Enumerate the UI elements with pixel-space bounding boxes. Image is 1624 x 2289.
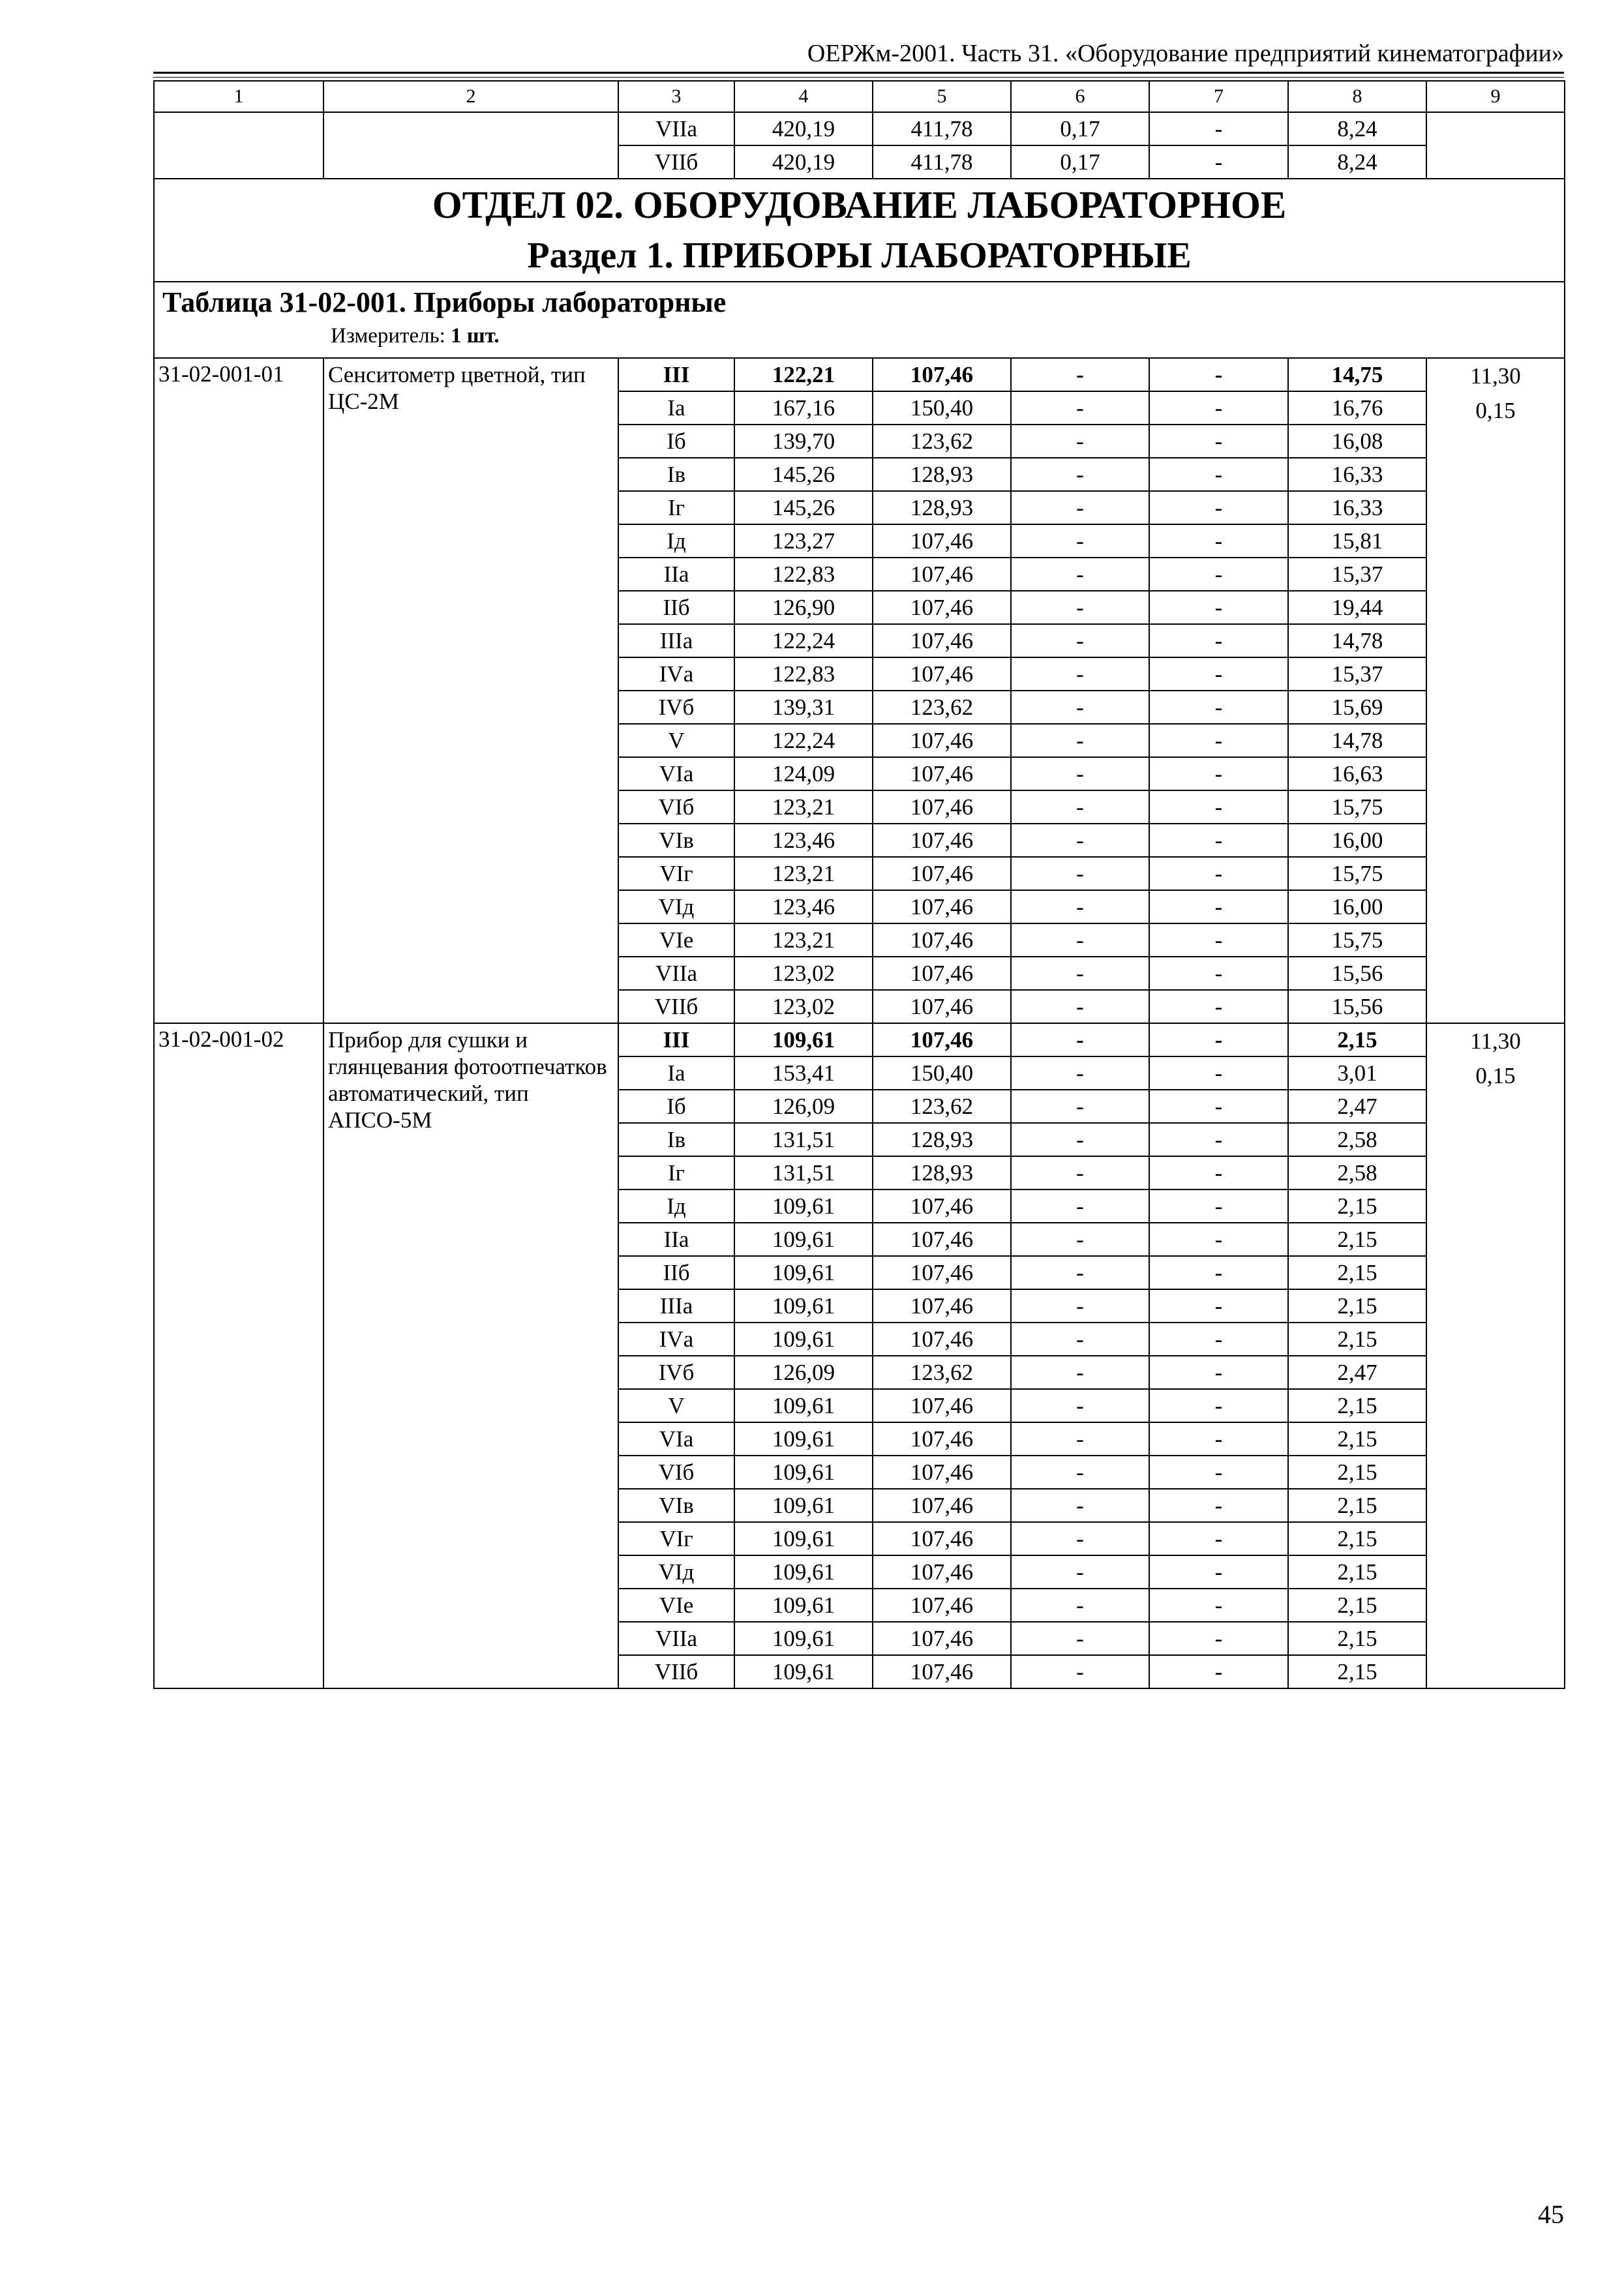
zone-cell: IVа: [618, 657, 734, 691]
col8-cell: 2,15: [1288, 1555, 1426, 1589]
col6-cell: -: [1011, 724, 1149, 757]
col7-cell: -: [1149, 1356, 1288, 1389]
column-number: 2: [323, 81, 618, 112]
col6-cell: -: [1011, 591, 1149, 624]
zone-cell: IVа: [618, 1323, 734, 1356]
zone-cell: III: [618, 1023, 734, 1056]
column-number: 7: [1149, 81, 1288, 112]
name-cell: [323, 112, 618, 179]
col7-cell: -: [1149, 1555, 1288, 1589]
zone-cell: Iд: [618, 524, 734, 558]
equipment-cost-cell: 107,46: [873, 1655, 1011, 1688]
zone-cell: IVб: [618, 1356, 734, 1389]
total-cost-cell: 109,61: [734, 1289, 873, 1323]
col7-cell: -: [1149, 1655, 1288, 1688]
total-cost-cell: 123,27: [734, 524, 873, 558]
total-cost-cell: 109,61: [734, 1389, 873, 1422]
col6-cell: -: [1011, 1223, 1149, 1256]
col9-value: 11,30: [1470, 363, 1521, 389]
col7-cell: -: [1149, 923, 1288, 957]
col8-cell: 2,15: [1288, 1289, 1426, 1323]
col6-cell: -: [1011, 425, 1149, 458]
col8-cell: 2,58: [1288, 1123, 1426, 1156]
equipment-cost-cell: 128,93: [873, 1156, 1011, 1189]
equipment-cost-cell: 128,93: [873, 1123, 1011, 1156]
col6-cell: -: [1011, 491, 1149, 524]
zone-cell: VIв: [618, 824, 734, 857]
col6-cell: -: [1011, 1456, 1149, 1489]
col7-cell: -: [1149, 1256, 1288, 1289]
total-cost-cell: 109,61: [734, 1456, 873, 1489]
col6-cell: -: [1011, 1323, 1149, 1356]
zone-cell: IIб: [618, 1256, 734, 1289]
total-cost-cell: 109,61: [734, 1555, 873, 1589]
zone-cell: Iб: [618, 1090, 734, 1123]
equipment-cost-cell: 107,46: [873, 358, 1011, 391]
zone-cell: VIг: [618, 1522, 734, 1555]
col7-cell: -: [1149, 957, 1288, 990]
total-cost-cell: 126,09: [734, 1090, 873, 1123]
zone-cell: Iг: [618, 491, 734, 524]
col7-cell: -: [1149, 1522, 1288, 1555]
department-title: ОТДЕЛ 02. ОБОРУДОВАНИЕ ЛАБОРАТОРНОЕ: [432, 183, 1287, 226]
col6-cell: -: [1011, 1389, 1149, 1422]
col6-cell: -: [1011, 824, 1149, 857]
zone-cell: VIIб: [618, 1655, 734, 1688]
col6-cell: -: [1011, 391, 1149, 425]
col7-cell: -: [1149, 1156, 1288, 1189]
total-cost-cell: 139,70: [734, 425, 873, 458]
column-number: 3: [618, 81, 734, 112]
col6-cell: -: [1011, 1090, 1149, 1123]
table-row: [154, 112, 1565, 145]
equipment-cost-cell: 123,62: [873, 1090, 1011, 1123]
col8-cell: 2,15: [1288, 1189, 1426, 1223]
code-cell: 31-02-001-02: [154, 1023, 323, 1688]
equipment-cost-cell: 107,46: [873, 957, 1011, 990]
col6-cell: -: [1011, 1023, 1149, 1056]
equipment-cost-cell: 150,40: [873, 391, 1011, 425]
zone-cell: Iв: [618, 1123, 734, 1156]
equipment-cost-cell: 107,46: [873, 524, 1011, 558]
col8-cell: 16,33: [1288, 458, 1426, 491]
zone-cell: VIг: [618, 857, 734, 890]
total-cost-cell: 153,41: [734, 1056, 873, 1090]
col7-cell: -: [1149, 1090, 1288, 1123]
col7-cell: -: [1149, 425, 1288, 458]
equipment-cost-cell: 107,46: [873, 1456, 1011, 1489]
price-table: [153, 80, 1565, 1689]
zone-cell: VIIб: [618, 990, 734, 1023]
department-heading: [154, 179, 1565, 282]
col8-cell: 15,81: [1288, 524, 1426, 558]
equipment-cost-cell: 107,46: [873, 657, 1011, 691]
zone-cell: Iг: [618, 1156, 734, 1189]
column-numbers-row: [154, 81, 1565, 112]
col7-cell: -: [1149, 1589, 1288, 1622]
col8-cell: 2,47: [1288, 1090, 1426, 1123]
col7-cell: -: [1149, 491, 1288, 524]
col8-cell: 2,15: [1288, 1522, 1426, 1555]
col7-cell: -: [1149, 757, 1288, 790]
zone-cell: VIIа: [618, 957, 734, 990]
col7-cell: -: [1149, 524, 1288, 558]
col8-cell: 2,15: [1288, 1655, 1426, 1688]
zone-cell: VIд: [618, 890, 734, 923]
total-cost-cell: 145,26: [734, 458, 873, 491]
zone-cell: VIIа: [618, 1622, 734, 1655]
equipment-cost-cell: 107,46: [873, 990, 1011, 1023]
unit-row: [162, 323, 1560, 349]
equipment-cost-cell: 123,62: [873, 425, 1011, 458]
table-caption-row: [154, 282, 1565, 358]
col6-cell: -: [1011, 358, 1149, 391]
col6-cell: -: [1011, 1156, 1149, 1189]
col6-cell: -: [1011, 1356, 1149, 1389]
col7-cell: -: [1149, 990, 1288, 1023]
equipment-cost-cell: 107,46: [873, 724, 1011, 757]
col9-value: 11,30: [1470, 1028, 1521, 1054]
equipment-cost-cell: 107,46: [873, 1422, 1011, 1456]
column-number: 6: [1011, 81, 1149, 112]
equipment-cost-cell: 128,93: [873, 491, 1011, 524]
col6-cell: -: [1011, 624, 1149, 657]
total-cost-cell: 123,02: [734, 990, 873, 1023]
zone-cell: VIIб: [618, 145, 734, 179]
equipment-cost-cell: 150,40: [873, 1056, 1011, 1090]
equipment-cost-cell: 107,46: [873, 1622, 1011, 1655]
col7-cell: -: [1149, 591, 1288, 624]
total-cost-cell: 109,61: [734, 1422, 873, 1456]
total-cost-cell: 123,46: [734, 890, 873, 923]
col8-cell: 14,78: [1288, 624, 1426, 657]
col8-cell: 2,15: [1288, 1422, 1426, 1456]
zone-cell: VIе: [618, 1589, 734, 1622]
total-cost-cell: 122,83: [734, 558, 873, 591]
total-cost-cell: 126,90: [734, 591, 873, 624]
total-cost-cell: 123,21: [734, 857, 873, 890]
col8-cell: 15,75: [1288, 857, 1426, 890]
name-cell: Сенситометр цветной, тип ЦС-2М: [323, 358, 618, 1023]
total-cost-cell: 109,61: [734, 1489, 873, 1522]
col6-cell: -: [1011, 657, 1149, 691]
col6-cell: -: [1011, 1489, 1149, 1522]
zone-cell: IIIа: [618, 624, 734, 657]
col8-cell: 2,15: [1288, 1323, 1426, 1356]
equipment-cost-cell: 107,46: [873, 1023, 1011, 1056]
total-cost-cell: 109,61: [734, 1223, 873, 1256]
col7-cell: -: [1149, 624, 1288, 657]
equipment-cost-cell: 107,46: [873, 757, 1011, 790]
col9-value: 0,15: [1475, 398, 1516, 423]
zone-cell: VIIа: [618, 112, 734, 145]
col6-cell: -: [1011, 1123, 1149, 1156]
equipment-cost-cell: 107,46: [873, 1189, 1011, 1223]
col8-cell: 2,15: [1288, 1256, 1426, 1289]
column-number: 9: [1426, 81, 1565, 112]
equipment-cost-cell: 107,46: [873, 1589, 1011, 1622]
zone-cell: IIIа: [618, 1289, 734, 1323]
zone-cell: VIа: [618, 757, 734, 790]
equipment-cost-cell: 107,46: [873, 923, 1011, 957]
equipment-cost-cell: 107,46: [873, 1489, 1011, 1522]
col9-cell: [1426, 112, 1565, 179]
col8-cell: 2,47: [1288, 1356, 1426, 1389]
equipment-cost-cell: 107,46: [873, 1522, 1011, 1555]
col6-cell: -: [1011, 1555, 1149, 1589]
col8-cell: 15,75: [1288, 790, 1426, 824]
col7-cell: -: [1149, 145, 1288, 179]
zone-cell: V: [618, 1389, 734, 1422]
col6-cell: 0,17: [1011, 145, 1149, 179]
col6-cell: -: [1011, 524, 1149, 558]
col6-cell: -: [1011, 1056, 1149, 1090]
col7-cell: -: [1149, 458, 1288, 491]
col8-cell: 14,78: [1288, 724, 1426, 757]
col6-cell: 0,17: [1011, 112, 1149, 145]
total-cost-cell: 109,61: [734, 1023, 873, 1056]
table-body: [154, 81, 1565, 1688]
total-cost-cell: 109,61: [734, 1323, 873, 1356]
page-number: 45: [1538, 2200, 1564, 2229]
zone-cell: VIд: [618, 1555, 734, 1589]
col9-value: 0,15: [1475, 1063, 1516, 1088]
total-cost-cell: 123,02: [734, 957, 873, 990]
col6-cell: -: [1011, 1522, 1149, 1555]
col7-cell: -: [1149, 1123, 1288, 1156]
col8-cell: 2,15: [1288, 1622, 1426, 1655]
col7-cell: -: [1149, 857, 1288, 890]
col6-cell: -: [1011, 691, 1149, 724]
name-cell: Прибор для сушки и глянцевания фотоотпечатков автоматический, тип АПСО-5М: [323, 1023, 618, 1688]
col8-cell: 14,75: [1288, 358, 1426, 391]
department-row: [154, 179, 1565, 282]
col6-cell: -: [1011, 890, 1149, 923]
equipment-cost-cell: 107,46: [873, 824, 1011, 857]
col8-cell: 15,37: [1288, 558, 1426, 591]
col8-cell: 15,56: [1288, 990, 1426, 1023]
total-cost-cell: 131,51: [734, 1156, 873, 1189]
col6-cell: -: [1011, 1589, 1149, 1622]
col7-cell: -: [1149, 558, 1288, 591]
total-cost-cell: 167,16: [734, 391, 873, 425]
equipment-cost-cell: 107,46: [873, 1289, 1011, 1323]
equipment-cost-cell: 107,46: [873, 591, 1011, 624]
zone-cell: VIа: [618, 1422, 734, 1456]
zone-cell: Iа: [618, 391, 734, 425]
col8-cell: 2,15: [1288, 1023, 1426, 1056]
zone-cell: IIб: [618, 591, 734, 624]
table-row: [154, 1023, 1565, 1056]
col6-cell: -: [1011, 857, 1149, 890]
col7-cell: -: [1149, 1323, 1288, 1356]
zone-cell: IIа: [618, 558, 734, 591]
zone-cell: V: [618, 724, 734, 757]
col7-cell: -: [1149, 391, 1288, 425]
col6-cell: -: [1011, 558, 1149, 591]
col7-cell: -: [1149, 1023, 1288, 1056]
total-cost-cell: 109,61: [734, 1189, 873, 1223]
total-cost-cell: 122,83: [734, 657, 873, 691]
code-cell: 31-02-001-01: [154, 358, 323, 1023]
col7-cell: -: [1149, 1389, 1288, 1422]
equipment-cost-cell: 107,46: [873, 790, 1011, 824]
zone-cell: VIб: [618, 1456, 734, 1489]
col7-cell: -: [1149, 358, 1288, 391]
zone-cell: Iв: [618, 458, 734, 491]
total-cost-cell: 131,51: [734, 1123, 873, 1156]
column-number: 4: [734, 81, 873, 112]
col6-cell: -: [1011, 990, 1149, 1023]
col6-cell: -: [1011, 1256, 1149, 1289]
col6-cell: -: [1011, 790, 1149, 824]
col8-cell: 19,44: [1288, 591, 1426, 624]
zone-cell: IVб: [618, 691, 734, 724]
col6-cell: -: [1011, 1422, 1149, 1456]
equipment-cost-cell: 107,46: [873, 558, 1011, 591]
col7-cell: -: [1149, 1289, 1288, 1323]
equipment-cost-cell: 128,93: [873, 458, 1011, 491]
table-caption-title: Таблица 31-02-001. Приборы лабораторные: [162, 286, 727, 318]
total-cost-cell: 109,61: [734, 1655, 873, 1688]
col7-cell: -: [1149, 691, 1288, 724]
column-number: 1: [154, 81, 323, 112]
total-cost-cell: 122,24: [734, 624, 873, 657]
col8-cell: 8,24: [1288, 112, 1426, 145]
total-cost-cell: 420,19: [734, 112, 873, 145]
col7-cell: -: [1149, 112, 1288, 145]
unit-value: 1 шт.: [451, 324, 500, 348]
col6-cell: -: [1011, 1655, 1149, 1688]
total-cost-cell: 145,26: [734, 491, 873, 524]
col8-cell: 16,00: [1288, 890, 1426, 923]
equipment-cost-cell: 123,62: [873, 691, 1011, 724]
col9-cell: [1426, 1023, 1565, 1688]
total-cost-cell: 109,61: [734, 1622, 873, 1655]
col7-cell: -: [1149, 1622, 1288, 1655]
equipment-cost-cell: 411,78: [873, 145, 1011, 179]
col7-cell: -: [1149, 824, 1288, 857]
col6-cell: -: [1011, 923, 1149, 957]
total-cost-cell: 109,61: [734, 1256, 873, 1289]
unit-label: Измеритель:: [331, 324, 445, 348]
col6-cell: -: [1011, 1289, 1149, 1323]
col7-cell: -: [1149, 1223, 1288, 1256]
equipment-cost-cell: 107,46: [873, 857, 1011, 890]
col7-cell: -: [1149, 790, 1288, 824]
col7-cell: -: [1149, 1422, 1288, 1456]
col8-cell: 16,63: [1288, 757, 1426, 790]
equipment-cost-cell: 107,46: [873, 1323, 1011, 1356]
total-cost-cell: 124,09: [734, 757, 873, 790]
col9-cell: [1426, 358, 1565, 1023]
total-cost-cell: 123,21: [734, 923, 873, 957]
col6-cell: -: [1011, 1189, 1149, 1223]
col8-cell: 15,75: [1288, 923, 1426, 957]
col7-cell: -: [1149, 1489, 1288, 1522]
equipment-cost-cell: 107,46: [873, 624, 1011, 657]
zone-cell: VIб: [618, 790, 734, 824]
col6-cell: -: [1011, 957, 1149, 990]
total-cost-cell: 122,21: [734, 358, 873, 391]
col7-cell: -: [1149, 1189, 1288, 1223]
col6-cell: -: [1011, 757, 1149, 790]
col7-cell: -: [1149, 1456, 1288, 1489]
col6-cell: -: [1011, 1622, 1149, 1655]
total-cost-cell: 126,09: [734, 1356, 873, 1389]
zone-cell: VIв: [618, 1489, 734, 1522]
total-cost-cell: 109,61: [734, 1589, 873, 1622]
col8-cell: 2,15: [1288, 1223, 1426, 1256]
code-cell: [154, 112, 323, 179]
equipment-cost-cell: 123,62: [873, 1356, 1011, 1389]
zone-cell: VIе: [618, 923, 734, 957]
col8-cell: 15,37: [1288, 657, 1426, 691]
header-title: ОЕРЖм-2001. Часть 31. «Оборудование предприятий кинематографии»: [807, 40, 1564, 67]
col8-cell: 15,56: [1288, 957, 1426, 990]
zone-cell: IIа: [618, 1223, 734, 1256]
header-rule-thick: [153, 72, 1564, 74]
total-cost-cell: 123,21: [734, 790, 873, 824]
col8-cell: 2,15: [1288, 1489, 1426, 1522]
total-cost-cell: 109,61: [734, 1522, 873, 1555]
table-caption: [154, 282, 1565, 358]
total-cost-cell: 420,19: [734, 145, 873, 179]
header-rule-thin: [153, 77, 1564, 78]
running-header: [153, 38, 1564, 77]
equipment-cost-cell: 411,78: [873, 112, 1011, 145]
col7-cell: -: [1149, 657, 1288, 691]
col8-cell: 2,15: [1288, 1456, 1426, 1489]
total-cost-cell: 122,24: [734, 724, 873, 757]
col6-cell: -: [1011, 458, 1149, 491]
col8-cell: 2,15: [1288, 1589, 1426, 1622]
col8-cell: 16,00: [1288, 824, 1426, 857]
table-row: [154, 358, 1565, 391]
total-cost-cell: 123,46: [734, 824, 873, 857]
col8-cell: 16,33: [1288, 491, 1426, 524]
section-title: Раздел 1. ПРИБОРЫ ЛАБОРАТОРНЫЕ: [527, 235, 1192, 276]
zone-cell: Iд: [618, 1189, 734, 1223]
column-number: 5: [873, 81, 1011, 112]
equipment-cost-cell: 107,46: [873, 1223, 1011, 1256]
col8-cell: 15,69: [1288, 691, 1426, 724]
equipment-cost-cell: 107,46: [873, 1256, 1011, 1289]
col7-cell: -: [1149, 890, 1288, 923]
col8-cell: 2,58: [1288, 1156, 1426, 1189]
col8-cell: 16,08: [1288, 425, 1426, 458]
col8-cell: 3,01: [1288, 1056, 1426, 1090]
zone-cell: Iб: [618, 425, 734, 458]
total-cost-cell: 139,31: [734, 691, 873, 724]
zone-cell: III: [618, 358, 734, 391]
column-number: 8: [1288, 81, 1426, 112]
col7-cell: -: [1149, 724, 1288, 757]
col7-cell: -: [1149, 1056, 1288, 1090]
equipment-cost-cell: 107,46: [873, 890, 1011, 923]
equipment-cost-cell: 107,46: [873, 1555, 1011, 1589]
col8-cell: 16,76: [1288, 391, 1426, 425]
zone-cell: Iа: [618, 1056, 734, 1090]
col8-cell: 8,24: [1288, 145, 1426, 179]
equipment-cost-cell: 107,46: [873, 1389, 1011, 1422]
col8-cell: 2,15: [1288, 1389, 1426, 1422]
